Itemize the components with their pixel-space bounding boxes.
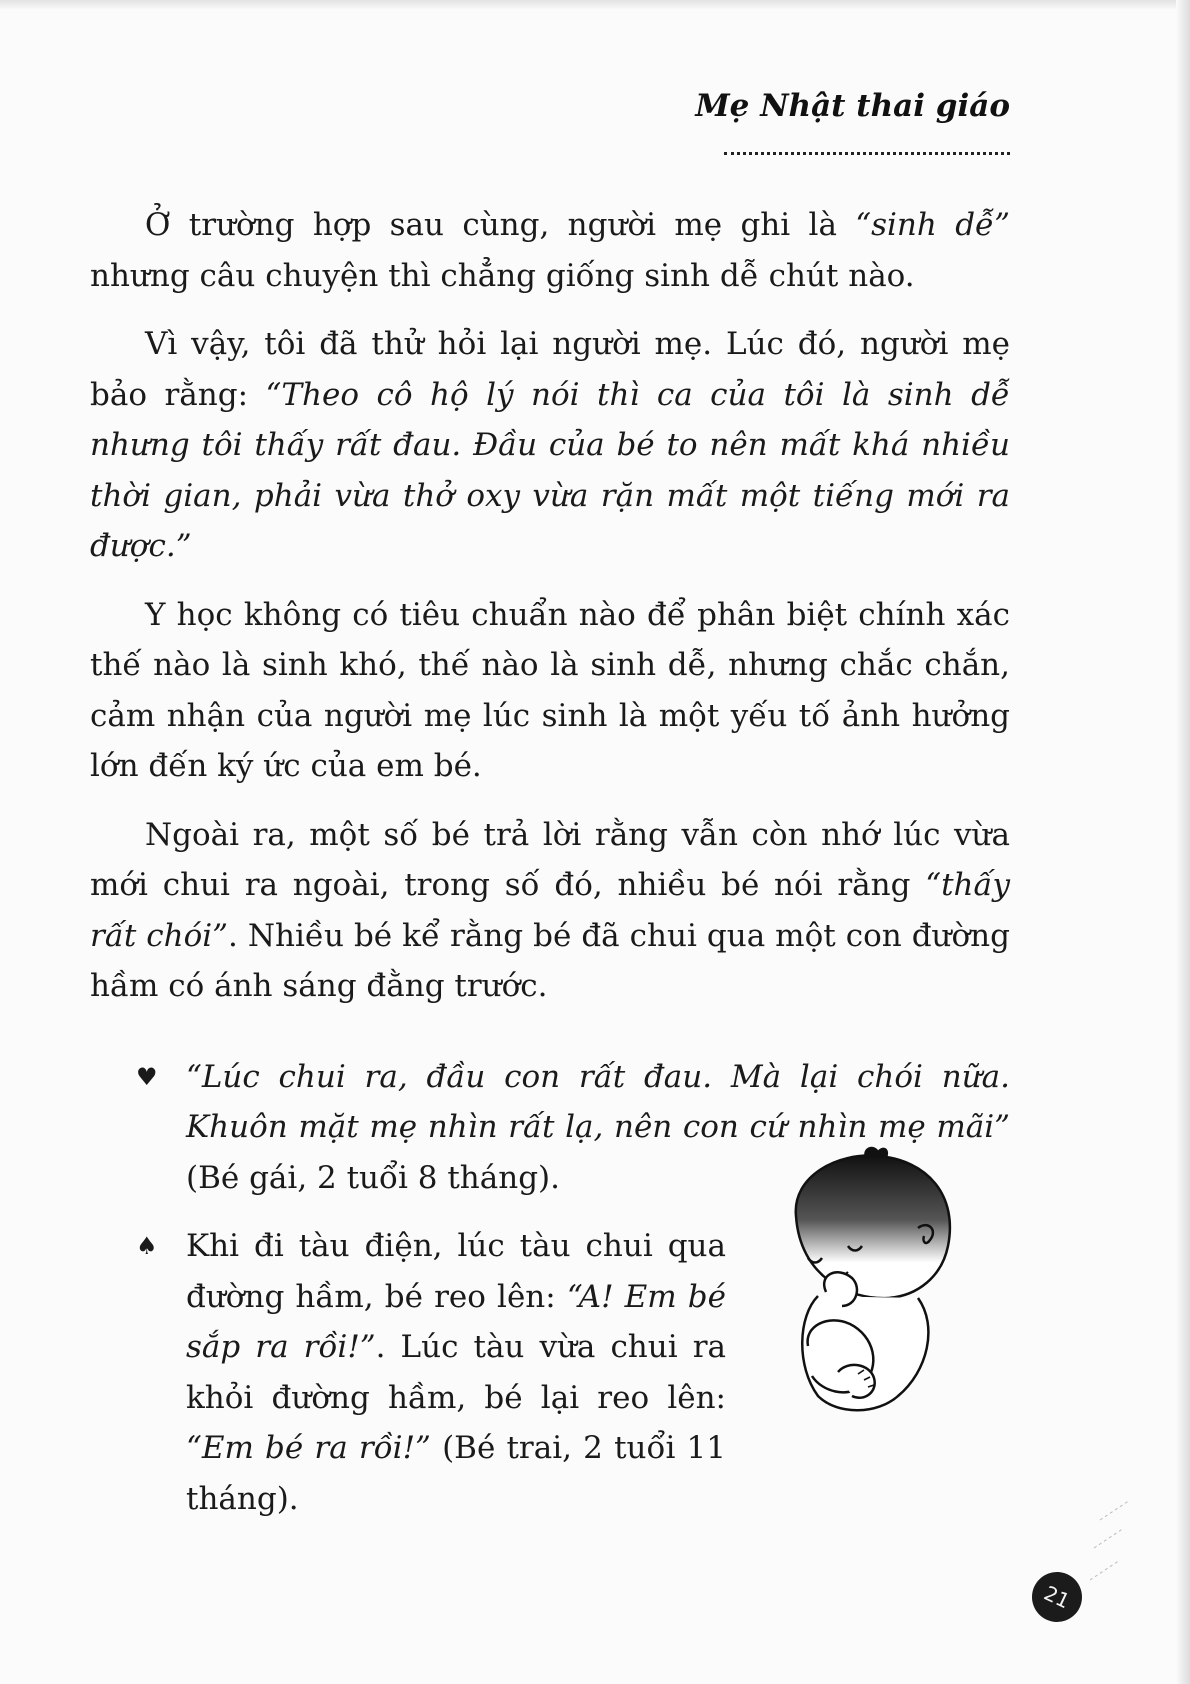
paragraph-3: Y học không có tiêu chuẩn nào để phân biệt chính xác thế nào là sinh khó, thế nào là sinh dễ, nhưng chắc chắn, cảm nhận của người mẹ lúc sinh là một yếu tố ảnh hưởng lớn đến ký ức của em bé. (90, 596, 1010, 784)
paragraph-4: Ngoài ra, một số bé trả lời rằng vẫn còn nhớ lúc vừa mới chui ra ngoài, trong số đó, nhiều bé nói rằng “thấy rất chói”. Nhiều bé kể rằng bé đã chui qua một con đường hầm có ánh sáng đằng trước. (90, 816, 1010, 1004)
running-header: Mẹ Nhật thai giáo (695, 88, 1010, 124)
quote-bullet-1: ♥ “Lúc chui ra, đầu con rất đau. Mà lại chói nữa. Khuôn mặt mẹ nhìn rất lạ, nên con cứ nhìn mẹ mãi” (Bé gái, 2 tuổi 8 tháng). (90, 1052, 1010, 1204)
heart-bullet-icon: ♥ (136, 1062, 158, 1091)
header-dotted-rule (724, 152, 1010, 155)
page-right-edge (1176, 0, 1190, 1684)
paragraph-1: Ở trường hợp sau cùng, người mẹ ghi là “sinh dễ” nhưng câu chuyện thì chẳng giống sinh dễ chút nào. (90, 207, 1010, 294)
page-corner-marks (1090, 1500, 1150, 1620)
page-number: 21 (1024, 1564, 1090, 1630)
page-top-edge (0, 0, 1176, 10)
section-spacer (90, 1030, 1010, 1052)
quote-bullet-2: ♠ Khi đi tàu điện, lúc tàu chui qua đường hầm, bé reo lên: “A! Em bé sắp ra rồi!”. Lúc tàu vừa chui ra khỏi đường hầm, bé lại reo lên: “Em bé ra rồi!” (Bé trai, 2 tuổi 11 tháng). (90, 1221, 726, 1524)
paragraph-2: Vì vậy, tôi đã thử hỏi lại người mẹ. Lúc đó, người mẹ bảo rằng: “Theo cô hộ lý nói thì ca của tôi là sinh dễ nhưng tôi thấy rất đau. Đầu của bé to nên mất khá nhiều thời gian, phải vừa thở oxy vừa rặn mất một tiếng mới ra được.” (90, 326, 1010, 564)
sleeping-baby-illustration (778, 1146, 988, 1416)
spade-bullet-icon: ♠ (136, 1232, 158, 1260)
